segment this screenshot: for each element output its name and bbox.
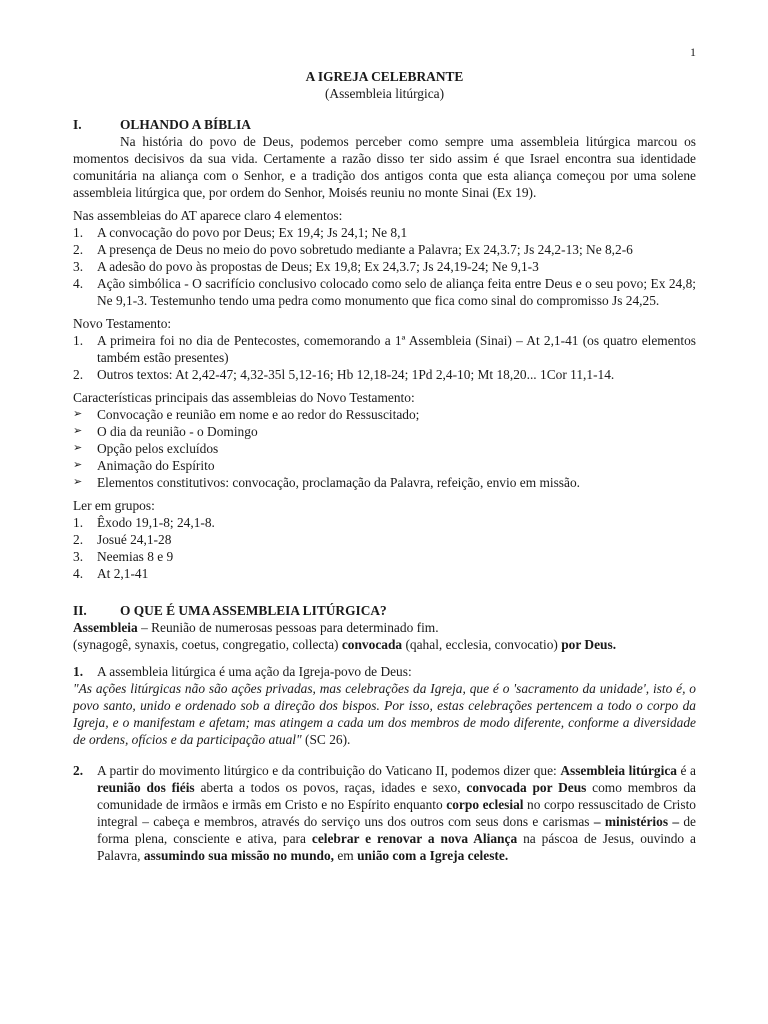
read-groups-label: Ler em grupos: <box>73 498 155 513</box>
text-run: em <box>334 848 358 863</box>
list-item-number: 4. <box>73 276 84 291</box>
document-subtitle: (Assembleia litúrgica) <box>324 86 445 101</box>
definition-text: – Reunião de numerosas pessoas para determinado fim. <box>137 620 439 635</box>
list-item-number: 2. <box>73 367 84 382</box>
list-item-text: Josué 24,1-28 <box>97 532 172 547</box>
assembleia-synonyms <box>73 636 696 653</box>
convocada-term: convocada <box>341 637 403 652</box>
list-item-text: O dia da reunião - o Domingo <box>97 424 258 439</box>
point-1-number: 1. <box>73 664 84 679</box>
arrow-bullet-icon: ➢ <box>73 408 83 420</box>
point-2-text <box>97 762 696 864</box>
bold-run: – ministérios – <box>593 814 680 829</box>
text-run: no corpo ressuscitado de Cristo integral – cabeça e membros, através do serviço uns dos outros com seus dons e carismas <box>97 797 696 829</box>
characteristics-list <box>73 406 696 491</box>
list-item-number: 2. <box>73 242 84 257</box>
text-run: A partir do movimento litúrgico e da contribuição do Vaticano II, podemos dizer que: <box>97 763 561 778</box>
list-item-text: At 2,1-41 <box>97 566 149 581</box>
at-list <box>73 224 696 309</box>
list-item-text: Opção pelos excluídos <box>97 441 219 456</box>
list-item <box>73 258 696 275</box>
assembleia-definition <box>73 619 696 636</box>
list-item-text: Ação simbólica - O sacrifício conclusivo colocado como selo de aliança feita entre Deus e o seu povo; Ex 24,8; Ne 9,1-3. Testemunho tendo uma pedra como monumento que fica como sinal do compromisso Js 24,25. <box>97 276 696 308</box>
point-1-text: A assembleia litúrgica é uma ação da Igreja-povo de Deus: <box>97 664 412 679</box>
bold-run: corpo eclesial <box>446 797 524 812</box>
section-2-number: II. <box>73 603 87 618</box>
section-1-title: OLHANDO A BÍBLIA <box>120 117 251 132</box>
quote-reference: (SC 26). <box>301 732 351 747</box>
list-item <box>73 366 696 383</box>
list-item-text: Animação do Espírito <box>97 458 215 473</box>
text-run: é a <box>676 763 696 778</box>
list-item <box>73 224 696 241</box>
text-run: aberta a todos os povos, raças, idades e sexo, <box>194 780 467 795</box>
list-item <box>73 457 696 474</box>
list-item-text: Convocação e reunião em nome e ao redor do Ressuscitado; <box>97 407 420 422</box>
section-1-intro: Na história do povo de Deus, podemos perceber como sempre uma assembleia litúrgica marcou os momentos decisivos da sua vida. Certamente a razão disso ter sido assim é que Israel encontra sua identidade comunitária na aliança com o Senhor, e a tradição dos antigos conta que esta aliança começou por uma solene assembleia litúrgica que, por ordem do Senhor, Moisés reuniu no monte Sinai (Ex 19). <box>73 134 696 200</box>
definition-term: Assembleia <box>73 620 138 635</box>
bold-run: Assembleia litúrgica <box>560 763 677 778</box>
text-run: de forma plena, consciente e ativa, para <box>97 814 697 846</box>
read-groups-list <box>73 514 696 582</box>
list-item-text: Neemias 8 e 9 <box>97 549 174 564</box>
list-item-text: A presença de Deus no meio do povo sobretudo mediante a Palavra; Ex 24,3.7; Js 24,2-13; Ne 8,2-6 <box>97 242 633 257</box>
list-item-text: Outros textos: At 2,42-47; 4,32-35l 5,12-16; Hb 12,18-24; 1Pd 2,4-10; Mt 18,20... 1Cor 11,1-14. <box>97 367 615 382</box>
list-item-number: 1. <box>73 225 84 240</box>
bold-run: união com a Igreja celeste. <box>357 848 509 863</box>
quote-text: "As ações litúrgicas não são ações privadas, mas celebrações da Igreja, que é o 'sacramento da unidade', isto é, o povo santo, unido e ordenado sob a direção dos bispos. Por isso, estas celebrações pertencem a todo o corpo da Igreja, e o manifestam e afetam; mas atingem a cada um dos membros de modo diferente, conforme a diversidade de ordens, ofícios e da participação atual" <box>73 681 696 747</box>
list-item-number: 3. <box>73 549 84 564</box>
list-item <box>73 548 696 565</box>
list-item <box>73 241 696 258</box>
list-item <box>73 531 696 548</box>
characteristics-label: Características principais das assembleias do Novo Testamento: <box>73 390 415 405</box>
list-item <box>73 423 696 440</box>
sc26-quote <box>73 680 696 748</box>
nt-label: Novo Testamento: <box>73 316 172 331</box>
list-item-number: 1. <box>73 515 84 530</box>
list-item-text: Elementos constitutivos: convocação, proclamação da Palavra, refeição, envio em missão. <box>97 475 581 490</box>
arrow-bullet-icon: ➢ <box>73 425 83 437</box>
point-2 <box>73 762 696 864</box>
section-2-heading <box>73 602 696 619</box>
list-item-number: 4. <box>73 566 84 581</box>
hebrew-terms: (qahal, ecclesia, convocatio) <box>402 637 562 652</box>
point-2-number: 2. <box>73 763 84 778</box>
por-deus-term: por Deus. <box>561 637 617 652</box>
list-item <box>73 440 696 457</box>
section-2-title: O QUE É UMA ASSEMBLEIA LITÚRGICA? <box>120 603 387 618</box>
list-item-number: 1. <box>73 333 84 348</box>
list-item-text: A convocação do povo por Deus; Ex 19,4; Js 24,1; Ne 8,1 <box>97 225 408 240</box>
synonyms-text: (synagogê, synaxis, coetus, congregatio, collecta) <box>73 637 342 652</box>
list-item <box>73 565 696 582</box>
list-item <box>73 406 696 423</box>
list-item-text: Êxodo 19,1-8; 24,1-8. <box>97 515 215 530</box>
bold-run: celebrar e renovar a nova Aliança <box>311 831 518 846</box>
arrow-bullet-icon: ➢ <box>73 442 83 454</box>
section-1-heading <box>73 116 696 133</box>
list-item-text: A adesão do povo às propostas de Deus; Ex 19,8; Ex 24,3.7; Js 24,19-24; Ne 9,1-3 <box>97 259 539 274</box>
at-label: Nas assembleias do AT aparece claro 4 elementos: <box>73 208 343 223</box>
list-item <box>73 275 696 309</box>
arrow-bullet-icon: ➢ <box>73 459 83 471</box>
list-item <box>73 332 696 366</box>
list-item-text: A primeira foi no dia de Pentecostes, comemorando a 1ª Assembleia (Sinai) – At 2,1-41 (os quatro elementos também estão presentes) <box>97 333 696 365</box>
bold-run: assumindo sua missão no mundo, <box>143 848 335 863</box>
text-run: como membros da comunidade de irmãos e irmãs em Cristo e no Espírito enquanto <box>97 780 696 812</box>
section-1-number: I. <box>73 117 82 132</box>
document-title: A IGREJA CELEBRANTE <box>305 69 464 84</box>
list-item-number: 2. <box>73 532 84 547</box>
text-run: na páscoa de Jesus, ouvindo a Palavra, <box>97 831 696 863</box>
page-number: 1 <box>690 45 696 59</box>
arrow-bullet-icon: ➢ <box>73 476 83 488</box>
point-1 <box>73 663 696 680</box>
bold-run: convocada por Deus <box>466 780 587 795</box>
bold-run: reunião dos fiéis <box>97 780 195 795</box>
list-item-number: 3. <box>73 259 84 274</box>
list-item <box>73 514 696 531</box>
nt-list <box>73 332 696 383</box>
list-item <box>73 474 696 491</box>
